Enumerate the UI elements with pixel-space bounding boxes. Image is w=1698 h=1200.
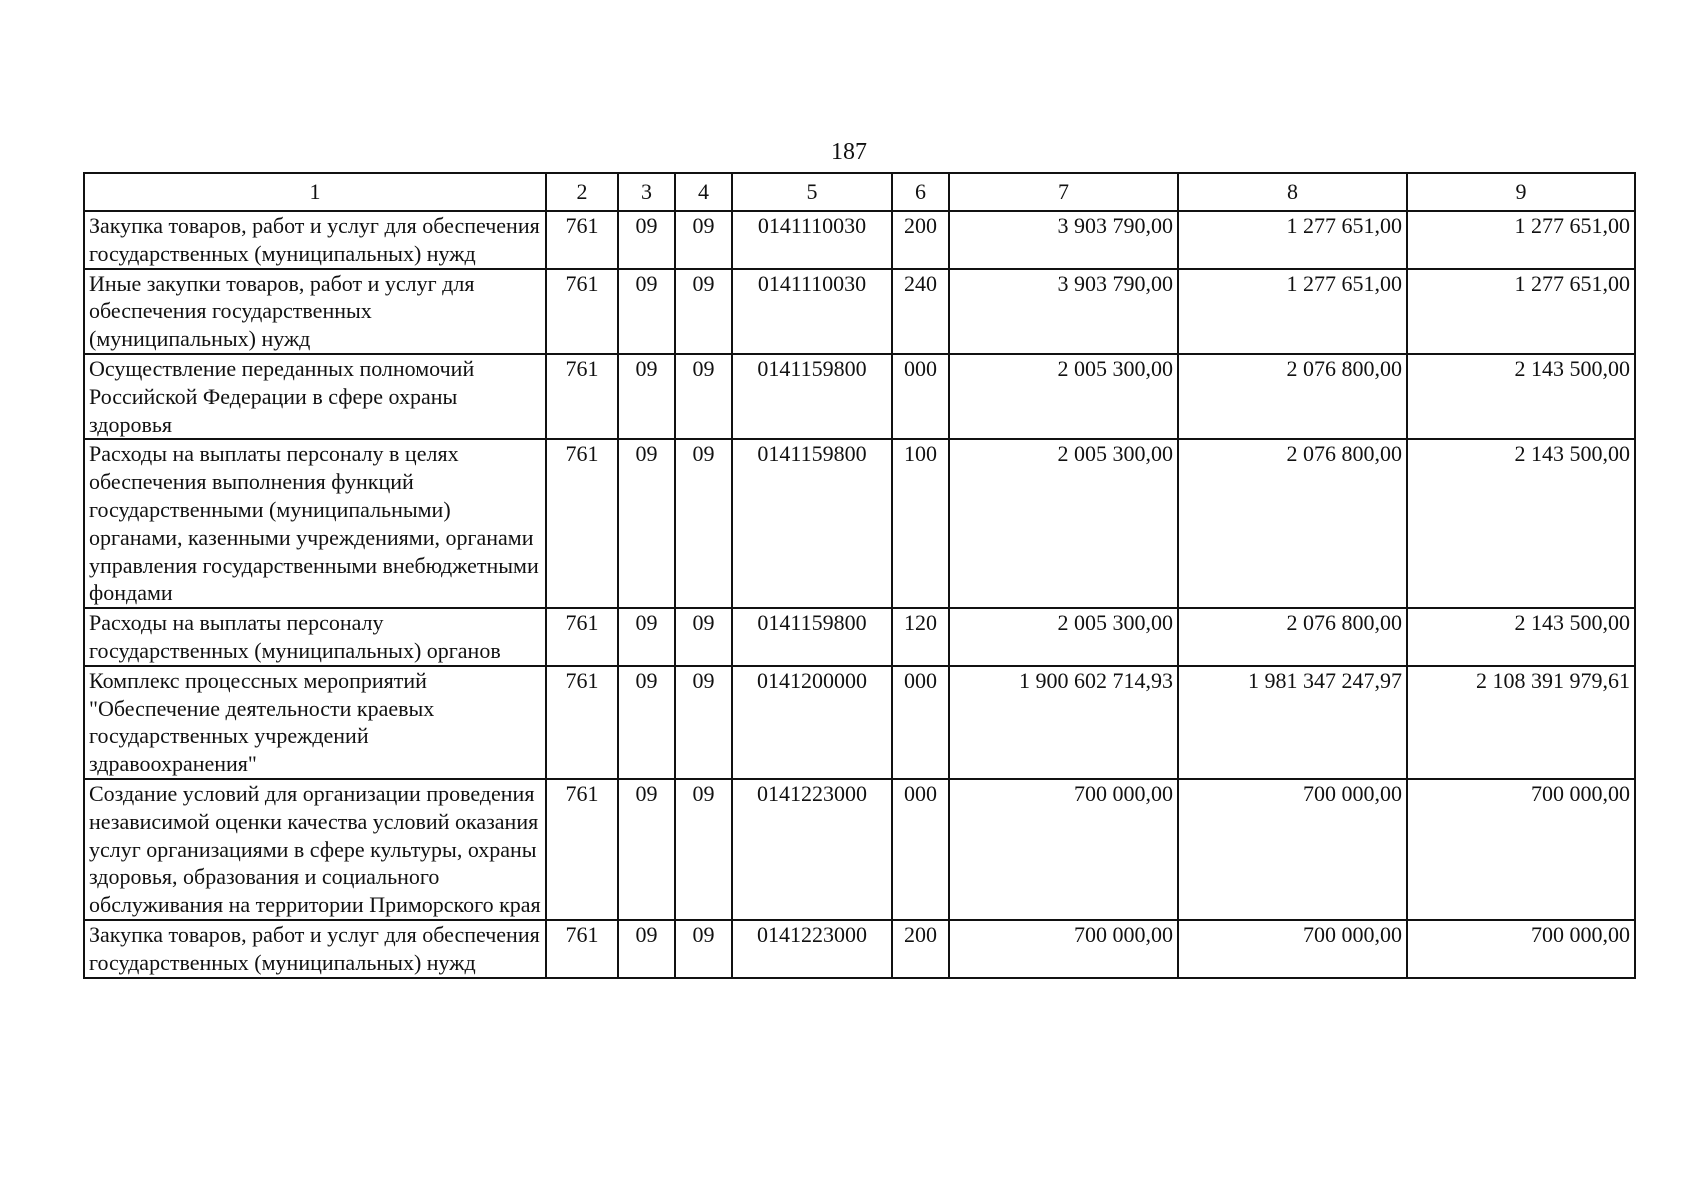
expense-type-code: 240 (892, 269, 949, 354)
section-code: 09 (618, 666, 675, 779)
section-code: 09 (618, 439, 675, 608)
section-code: 09 (618, 354, 675, 439)
amount-col-8: 2 076 800,00 (1178, 354, 1407, 439)
section-code: 09 (618, 269, 675, 354)
amount-col-8: 2 076 800,00 (1178, 608, 1407, 666)
amount-col-7: 2 005 300,00 (949, 439, 1178, 608)
subsection-code: 09 (675, 608, 732, 666)
ministry-code: 761 (546, 608, 618, 666)
header-col-7: 7 (949, 173, 1178, 211)
table-row (84, 211, 1635, 269)
expense-type-code: 000 (892, 354, 949, 439)
ministry-code: 761 (546, 211, 618, 269)
amount-col-8: 1 277 651,00 (1178, 269, 1407, 354)
header-col-9: 9 (1407, 173, 1635, 211)
target-article-code: 0141159800 (732, 608, 892, 666)
amount-col-9: 1 277 651,00 (1407, 211, 1635, 269)
subsection-code: 09 (675, 666, 732, 779)
header-col-4: 4 (675, 173, 732, 211)
expense-name: Закупка товаров, работ и услуг для обеспечения государственных (муниципальных) нужд (84, 920, 546, 978)
table-row (84, 354, 1635, 439)
target-article-code: 0141223000 (732, 920, 892, 978)
amount-col-9: 2 143 500,00 (1407, 608, 1635, 666)
section-code: 09 (618, 608, 675, 666)
amount-col-7: 700 000,00 (949, 779, 1178, 920)
header-col-8: 8 (1178, 173, 1407, 211)
expense-name: Расходы на выплаты персоналу государственных (муниципальных) органов (84, 608, 546, 666)
table-row (84, 666, 1635, 779)
header-col-1: 1 (84, 173, 546, 211)
header-row (84, 173, 1635, 211)
header-col-5: 5 (732, 173, 892, 211)
subsection-code: 09 (675, 779, 732, 920)
expense-type-code: 120 (892, 608, 949, 666)
amount-col-8: 1 981 347 247,97 (1178, 666, 1407, 779)
target-article-code: 0141110030 (732, 269, 892, 354)
section-code: 09 (618, 779, 675, 920)
expense-type-code: 200 (892, 920, 949, 978)
ministry-code: 761 (546, 666, 618, 779)
ministry-code: 761 (546, 354, 618, 439)
page-number: 187 (831, 139, 867, 165)
table-row (84, 608, 1635, 666)
amount-col-9: 700 000,00 (1407, 779, 1635, 920)
amount-col-9: 2 143 500,00 (1407, 354, 1635, 439)
header-col-3: 3 (618, 173, 675, 211)
expense-name: Закупка товаров, работ и услуг для обеспечения государственных (муниципальных) нужд (84, 211, 546, 269)
section-code: 09 (618, 920, 675, 978)
amount-col-9: 1 277 651,00 (1407, 269, 1635, 354)
amount-col-8: 700 000,00 (1178, 779, 1407, 920)
target-article-code: 0141159800 (732, 439, 892, 608)
target-article-code: 0141200000 (732, 666, 892, 779)
expense-name: Осуществление переданных полномочий Российской Федерации в сфере охраны здоровья (84, 354, 546, 439)
amount-col-7: 3 903 790,00 (949, 211, 1178, 269)
header-col-6: 6 (892, 173, 949, 211)
expense-name: Расходы на выплаты персоналу в целях обеспечения выполнения функций государственными (муниципальными) органами, казенными учреждениями, органами управления государственными внебюджетными фондами (84, 439, 546, 608)
expense-type-code: 200 (892, 211, 949, 269)
table-row (84, 269, 1635, 354)
amount-col-8: 2 076 800,00 (1178, 439, 1407, 608)
subsection-code: 09 (675, 269, 732, 354)
expense-name: Комплекс процессных мероприятий "Обеспечение деятельности краевых государственных учреждений здравоохранения" (84, 666, 546, 779)
amount-col-7: 3 903 790,00 (949, 269, 1178, 354)
amount-col-7: 1 900 602 714,93 (949, 666, 1178, 779)
amount-col-8: 1 277 651,00 (1178, 211, 1407, 269)
amount-col-9: 2 108 391 979,61 (1407, 666, 1635, 779)
subsection-code: 09 (675, 211, 732, 269)
amount-col-7: 700 000,00 (949, 920, 1178, 978)
subsection-code: 09 (675, 439, 732, 608)
target-article-code: 0141159800 (732, 354, 892, 439)
budget-table (83, 172, 1636, 979)
amount-col-7: 2 005 300,00 (949, 608, 1178, 666)
expense-name: Создание условий для организации проведения независимой оценки качества условий оказания услуг организациями в сфере культуры, охраны здоровья, образования и социального обслуживания на территории Приморского края (84, 779, 546, 920)
target-article-code: 0141223000 (732, 779, 892, 920)
subsection-code: 09 (675, 354, 732, 439)
ministry-code: 761 (546, 920, 618, 978)
target-article-code: 0141110030 (732, 211, 892, 269)
expense-name: Иные закупки товаров, работ и услуг для обеспечения государственных (муниципальных) нужд (84, 269, 546, 354)
subsection-code: 09 (675, 920, 732, 978)
table-row (84, 439, 1635, 608)
section-code: 09 (618, 211, 675, 269)
expense-type-code: 000 (892, 666, 949, 779)
amount-col-7: 2 005 300,00 (949, 354, 1178, 439)
amount-col-9: 2 143 500,00 (1407, 439, 1635, 608)
header-col-2: 2 (546, 173, 618, 211)
amount-col-9: 700 000,00 (1407, 920, 1635, 978)
table-row (84, 779, 1635, 920)
amount-col-8: 700 000,00 (1178, 920, 1407, 978)
ministry-code: 761 (546, 269, 618, 354)
expense-type-code: 000 (892, 779, 949, 920)
ministry-code: 761 (546, 439, 618, 608)
expense-type-code: 100 (892, 439, 949, 608)
ministry-code: 761 (546, 779, 618, 920)
table-row (84, 920, 1635, 978)
